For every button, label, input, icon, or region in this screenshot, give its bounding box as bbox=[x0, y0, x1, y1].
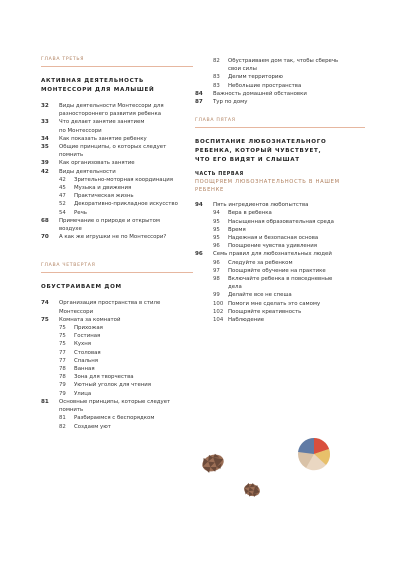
chapter-3 bbox=[41, 57, 193, 245]
toc-entry[interactable]: 84 Важность домашней обстановки bbox=[195, 90, 307, 97]
toc-right-column bbox=[195, 57, 365, 328]
toc-subentry[interactable]: 96 Следуйте за ребенком bbox=[213, 259, 293, 266]
page-number: 75 bbox=[59, 325, 66, 332]
page-number: 77 bbox=[59, 349, 66, 356]
toc-subentry[interactable]: 77 Столовая bbox=[59, 349, 101, 356]
page-number: 87 bbox=[195, 99, 203, 106]
continued-entries bbox=[195, 57, 365, 106]
chapter-label: ГЛАВА ТРЕТЬЯ bbox=[41, 57, 85, 62]
rainbow-ball-icon bbox=[296, 436, 332, 472]
page-number: 75 bbox=[59, 341, 66, 348]
toc-subentry[interactable]: 99 Делайте все не спеша bbox=[213, 292, 292, 299]
page-number: 94 bbox=[195, 202, 203, 209]
toc-entry[interactable]: 96 Семь правил для любознательных людей bbox=[195, 251, 332, 258]
page-number: 68 bbox=[41, 217, 49, 224]
page-number: 52 bbox=[59, 201, 66, 208]
page-number: 32 bbox=[41, 103, 49, 109]
toc-subentry[interactable]: 95 Время bbox=[213, 226, 246, 233]
page-number: 95 bbox=[213, 235, 220, 242]
page-number: 83 bbox=[213, 74, 220, 81]
page-number: 94 bbox=[213, 210, 220, 217]
page-number: 75 bbox=[41, 316, 49, 323]
toc-entry[interactable]: 34 Как показать занятие ребенку bbox=[41, 135, 147, 142]
toc-subentry[interactable]: 54 Речь bbox=[59, 209, 87, 216]
toc-subentry[interactable]: 95 Надежная и безопасная основа bbox=[213, 235, 319, 242]
toc-entry[interactable]: 35 Общие принципы, о которых следует помнить bbox=[41, 144, 167, 159]
chapter-entries bbox=[41, 299, 193, 430]
chapter-5 bbox=[195, 118, 365, 328]
page-number: 78 bbox=[59, 374, 66, 381]
page-number: 74 bbox=[41, 300, 49, 307]
toc-subentry[interactable]: 79 Уютный уголок для чтения bbox=[59, 382, 152, 389]
page-number: 102 bbox=[213, 308, 224, 315]
chapter-4 bbox=[41, 263, 193, 434]
chapter-title: АКТИВНАЯ ДЕЯТЕЛЬНОСТЬ МОНТЕССОРИ ДЛЯ МАЛЫШЕЙ bbox=[41, 78, 155, 93]
page-number: 42 bbox=[41, 168, 49, 175]
toc-entry[interactable]: 75 Комната за комнатой bbox=[41, 316, 121, 323]
chapter-entries bbox=[195, 201, 365, 324]
part-label: ЧАСТЬ ПЕРВАЯ bbox=[195, 172, 244, 178]
chapter-entries bbox=[41, 102, 193, 241]
page-number: 75 bbox=[59, 333, 66, 340]
page-number: 99 bbox=[213, 292, 220, 299]
page-number: 45 bbox=[59, 185, 66, 192]
page-number: 79 bbox=[59, 390, 66, 397]
page-number: 42 bbox=[59, 176, 66, 183]
toc-subentry[interactable]: 96 Поощрение чувства удивления bbox=[213, 243, 318, 250]
part-title: ПООЩРЯЕМ ЛЮБОЗНАТЕЛЬНОСТЬ В НАШЕМ РЕБЕНКЕ bbox=[195, 179, 340, 194]
toc-entry[interactable]: 87 Тур по дому bbox=[195, 99, 248, 106]
page-number: 82 bbox=[59, 423, 66, 430]
page-number: 81 bbox=[41, 398, 49, 405]
chapter-title: ВОСПИТАНИЕ ЛЮБОЗНАТЕЛЬНОГО РЕБЕНКА, КОТОРЫЙ ЧУВСТВУЕТ, ЧТО ЕГО ВИДЯТ И СЛЫШАТ bbox=[195, 139, 327, 164]
toc-subentry[interactable]: 45 Музыка и движения bbox=[59, 185, 132, 192]
toc-entry[interactable]: 33 Что делает занятие занятием по Монтессори bbox=[41, 119, 145, 134]
toc-subentry[interactable]: 94 Вера в ребенка bbox=[213, 210, 272, 217]
page-number: 81 bbox=[59, 415, 66, 422]
toc-subentry[interactable]: 98 Включайте ребенка в повседневные дела bbox=[213, 276, 333, 291]
pine-cone-icon bbox=[196, 448, 230, 478]
toc-subentry[interactable]: 102 Поощряйте креативность bbox=[213, 308, 302, 315]
toc-subentry[interactable]: 95 Насыщенная образовательная среда bbox=[213, 218, 334, 225]
toc-subentry[interactable]: 78 Ванная bbox=[59, 366, 95, 373]
page-number: 77 bbox=[59, 357, 66, 364]
page-number: 35 bbox=[41, 144, 49, 151]
toc-subentry[interactable]: 83 Небольшие пространства bbox=[213, 82, 302, 89]
page-number: 96 bbox=[195, 251, 203, 258]
toc-subentry[interactable]: 78 Зона для творчества bbox=[59, 374, 134, 381]
toc-subentry[interactable]: 97 Поощряйте обучение на практике bbox=[213, 267, 326, 274]
toc-entry[interactable]: 74 Организация пространства в стиле Монтессори bbox=[41, 300, 161, 315]
chapter-label: ГЛАВА ЧЕТВЕРТАЯ bbox=[41, 263, 96, 269]
toc-subentry[interactable]: 81 Разбираемся с беспорядком bbox=[59, 415, 155, 422]
toc-entry[interactable]: 68 Примечание о природе и открытом воздухе bbox=[41, 217, 160, 233]
toc-left-column bbox=[41, 57, 193, 435]
page-number: 98 bbox=[213, 276, 220, 283]
page-number: 82 bbox=[213, 58, 220, 64]
page-number: 70 bbox=[41, 234, 49, 241]
toc-subentry[interactable]: 83 Делим территорию bbox=[213, 74, 283, 81]
toc-entry[interactable]: 94 Пять ингредиентов любопытства bbox=[195, 202, 309, 209]
page-number: 34 bbox=[41, 135, 49, 142]
chapter-title: ОБУСТРАИВАЕМ ДОМ bbox=[41, 284, 122, 291]
page-number: 83 bbox=[213, 82, 220, 89]
toc-subentry[interactable]: 77 Спальня bbox=[59, 357, 98, 364]
chapter-divider bbox=[41, 66, 193, 67]
toc-entry[interactable]: 70 А как же игрушки не по Монтессори? bbox=[41, 234, 167, 241]
toc-subentry[interactable]: 52 Декоративно-прикладное искусство bbox=[59, 201, 178, 208]
page-number: 47 bbox=[59, 193, 66, 200]
page-number: 104 bbox=[213, 317, 224, 324]
toc-subentry[interactable]: 75 Прихожая bbox=[59, 325, 103, 332]
toc-subentry[interactable]: 79 Улица bbox=[59, 390, 92, 397]
toc-subentry[interactable]: 100 Помоги мне сделать это самому bbox=[213, 300, 321, 307]
page-number: 100 bbox=[213, 300, 224, 307]
page-number: 96 bbox=[213, 243, 220, 250]
page-number: 84 bbox=[195, 90, 203, 97]
page-number: 33 bbox=[41, 119, 49, 126]
page-number: 39 bbox=[41, 160, 49, 167]
page-number: 79 bbox=[59, 382, 66, 389]
toc-subentry[interactable]: 75 Гостиная bbox=[59, 333, 101, 340]
page-number: 97 bbox=[213, 267, 220, 274]
chapter-divider bbox=[41, 272, 193, 273]
toc-subentry[interactable]: 82 Обустраиваем дом так, чтобы сберечь свои силы bbox=[213, 58, 339, 73]
toc-subentry[interactable]: 75 Кухня bbox=[59, 341, 91, 348]
page-number: 78 bbox=[59, 366, 66, 373]
page-number: 95 bbox=[213, 226, 220, 233]
toc-entry[interactable]: 42 Виды деятельности bbox=[41, 168, 116, 175]
page-number: 95 bbox=[213, 218, 220, 225]
pine-cone-icon bbox=[239, 478, 265, 502]
toc-subentry[interactable]: 42 Зрительно-моторная координация bbox=[59, 176, 173, 183]
chapter-divider bbox=[195, 127, 365, 128]
page-number: 96 bbox=[213, 259, 220, 266]
toc-subentry[interactable]: 47 Практическая жизнь bbox=[59, 193, 134, 200]
toc-subentry[interactable]: 104 Наблюдение bbox=[213, 317, 265, 324]
toc-entry[interactable]: 81 Основные принципы, которые следует помнить bbox=[41, 398, 171, 414]
toc-subentry[interactable]: 82 Создаем уют bbox=[59, 423, 111, 430]
chapter-label: ГЛАВА ПЯТАЯ bbox=[195, 118, 236, 124]
page-number: 54 bbox=[59, 209, 66, 216]
toc-entry[interactable]: 32 Виды деятельности Монтессори для разностороннего развития ребенка bbox=[41, 103, 164, 118]
toc-entry[interactable]: 39 Как организовать занятие bbox=[41, 160, 135, 167]
